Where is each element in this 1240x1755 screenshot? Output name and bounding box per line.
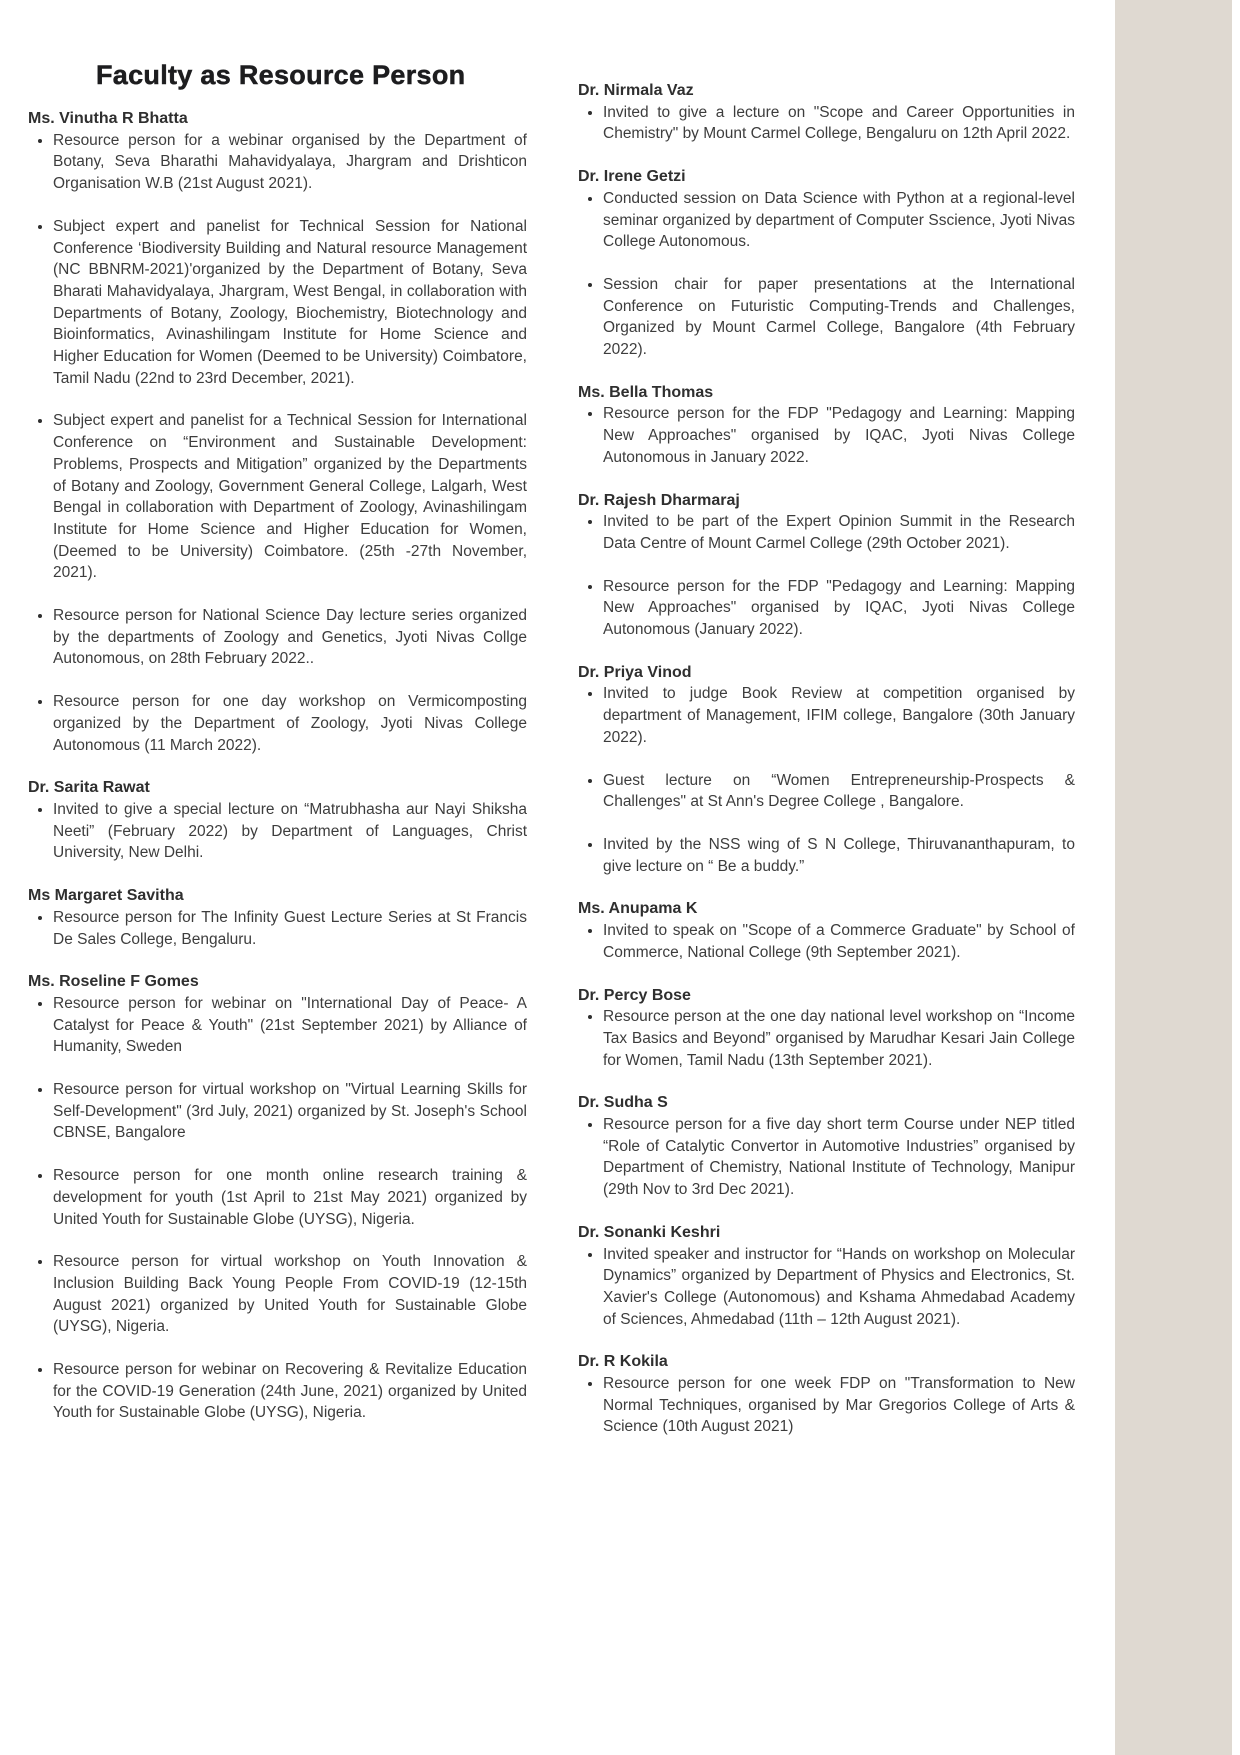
activity-item: • Resource person for The Infinity Guest Lecture Series at St Francis De Sales College, Bengaluru. — [53, 907, 527, 950]
faculty-name: Dr. Irene Getzi — [578, 168, 686, 186]
activity-item: • Resource person for a webinar organised by the Department of Botany, Seva Bharathi Mahavidyalaya, Jhargram and Drishticon Organisation W.B (21st August 2021). — [53, 130, 527, 195]
activity-list — [578, 188, 1075, 361]
activity-item: • Invited to speak on "Scope of a Commerce Graduate" by School of Commerce, National College (9th September 2021). — [603, 920, 1075, 963]
activity-item: • Resource person for webinar on Recovering & Revitalize Education for the COVID-19 Generation (24th June, 2021) organized by United Youth for Sustainable Globe (UYSG), Nigeria. — [53, 1359, 527, 1424]
page-title: Faculty as Resource Person — [96, 60, 466, 91]
faculty-name: Dr. R Kokila — [578, 1353, 668, 1371]
activity-item: • Session chair for paper presentations at the International Conference on Futuristic Computing-Trends and Challenges, Organized by Mount Carmel College, Bangalore (4th February 2022). — [603, 274, 1075, 361]
column-left — [28, 80, 527, 1459]
faculty-name: Dr. Priya Vinod — [578, 663, 692, 681]
faculty-name: Dr. Sudha S — [578, 1094, 668, 1112]
activity-item: • Conducted session on Data Science with Python at a regional-level seminar organized by department of Computer Sscience, Jyoti Nivas College Autonomous. — [603, 188, 1075, 253]
faculty-name: Ms. Anupama K — [578, 900, 698, 918]
faculty-name: Dr. Sonanki Keshri — [578, 1223, 721, 1241]
faculty-section — [578, 985, 1075, 1072]
activity-item: • Resource person for one day workshop on Vermicomposting organized by the Department of Zoology, Jyoti Nivas College Autonomous (11 March 2022). — [53, 691, 527, 756]
activity-item: • Resource person for National Science Day lecture series organized by the departments of Zoology and Genetics, Jyoti Nivas Collge Autonomous, on 28th February 2022.. — [53, 605, 527, 670]
activity-item: • Invited to give a special lecture on “Matrubhasha aur Nayi Shiksha Neeti” (February 2022) by Department of Languages, Christ University, New Delhi. — [53, 799, 527, 864]
faculty-section — [28, 971, 527, 1424]
activity-list — [28, 799, 527, 864]
activity-list — [28, 907, 527, 950]
faculty-section — [28, 108, 527, 756]
activity-item: • Resource person for virtual workshop on "Virtual Learning Skills for Self-Development" (3rd July, 2021) organized by St. Joseph's School CBNSE, Bangalore — [53, 1079, 527, 1144]
activity-item: • Subject expert and panelist for Technical Session for National Conference ‘Biodiversity Building and Natural resource Management (NC BBNRM-2021)'organized by the Department of Botany, Seva Bharati Mahavidyalaya, Jhargram, West Bengal, in collaboration with Departments of Botany, Zoology, Biochemistry, Biotechnology and Bioinformatics, Avinashilingam Institute for Home Science and Higher Education for Women (Deemed to be University) Coimbatore, Tamil Nadu (22nd to 23rd December, 2021). — [53, 216, 527, 390]
activity-item: • Invited to give a lecture on "Scope and Career Opportunities in Chemistry" by Mount Carmel College, Bengaluru on 12th April 2022. — [603, 102, 1075, 145]
activity-item: • Resource person for the FDP "Pedagogy and Learning: Mapping New Approaches" organised by IQAC, Jyoti Nivas College Autonomous (January 2022). — [603, 576, 1075, 641]
columns-container — [28, 80, 1075, 1459]
faculty-section — [578, 662, 1075, 878]
activity-item: • Resource person for the FDP "Pedagogy and Learning: Mapping New Approaches" organised by IQAC, Jyoti Nivas College Autonomous in January 2022. — [603, 403, 1075, 468]
activity-list — [578, 1244, 1075, 1331]
faculty-section — [578, 1092, 1075, 1201]
activity-item: • Invited by the NSS wing of S N College, Thiruvananthapuram, to give lecture on “ Be a buddy.” — [603, 834, 1075, 877]
activity-list — [28, 130, 527, 757]
activity-list — [28, 993, 527, 1424]
faculty-section — [578, 898, 1075, 963]
faculty-name: Ms. Roseline F Gomes — [28, 973, 199, 991]
faculty-section — [578, 382, 1075, 469]
faculty-name: Ms. Bella Thomas — [578, 383, 714, 401]
faculty-name: Dr. Percy Bose — [578, 986, 691, 1004]
faculty-section — [578, 166, 1075, 361]
activity-item: • Subject expert and panelist for a Technical Session for International Conference on “Environment and Sustainable Development: Problems, Prospects and Mitigation” organized by the Departments of Botany and Zoology, Government General College, Lalgarh, West Bengal in collaboration with Department of Zoology, Avinashilingam Institute for Home Science and Higher Education for Women, (Deemed to be University) Coimbatore. (25th -27th November, 2021). — [53, 410, 527, 584]
activity-item: • Guest lecture on “Women Entrepreneurship-Prospects & Challenges" at St Ann's Degree College , Bangalore. — [603, 770, 1075, 813]
activity-item: • Invited to judge Book Review at competition organised by department of Management, IFIM college, Bangalore (30th January 2022). — [603, 683, 1075, 748]
activity-list — [578, 1373, 1075, 1438]
activity-list — [578, 511, 1075, 641]
activity-item: • Resource person at the one day national level workshop on “Income Tax Basics and Beyond” organised by Marudhar Kesari Jain College for Women, Tamil Nadu (13th September 2021). — [603, 1006, 1075, 1071]
faculty-section — [578, 490, 1075, 641]
faculty-section — [578, 1222, 1075, 1331]
faculty-section — [28, 777, 527, 864]
column-right — [578, 80, 1075, 1459]
faculty-section — [28, 885, 527, 950]
activity-list — [578, 1006, 1075, 1071]
activity-list — [578, 683, 1075, 877]
activity-list — [578, 403, 1075, 468]
faculty-name: Ms Margaret Savitha — [28, 887, 184, 905]
faculty-name: Dr. Nirmala Vaz — [578, 82, 694, 99]
activity-item: • Resource person for virtual workshop on Youth Innovation & Inclusion Building Back Young People From COVID-19 (12-15th August 2021) organized by United Youth for Sustainable Globe (UYSG), Nigeria. — [53, 1251, 527, 1338]
activity-list — [578, 102, 1075, 145]
activity-list — [578, 920, 1075, 963]
activity-item: • Invited speaker and instructor for “Hands on workshop on Molecular Dynamics” organized by Department of Physics and Electronics, St. Xavier's College (Autonomous) and Kshama Ahmedabad Academy of Sciences, Ahmedabad (11th – 12th August 2021). — [603, 1244, 1075, 1331]
faculty-section — [578, 1351, 1075, 1438]
faculty-name: Dr. Sarita Rawat — [28, 779, 150, 797]
activity-item: • Resource person for a five day short term Course under NEP titled “Role of Catalytic Convertor in Automotive Industries” organised by Department of Chemistry, National Institute of Technology, Manipur (29th Nov to 3rd Dec 2021). — [603, 1114, 1075, 1201]
faculty-name: Ms. Vinutha R Bhatta — [28, 110, 188, 127]
faculty-name: Dr. Rajesh Dharmaraj — [578, 491, 740, 509]
accent-stripe — [1115, 0, 1232, 1755]
activity-item: • Resource person for webinar on "International Day of Peace- A Catalyst for Peace & Youth" (21st September 2021) by Alliance of Humanity, Sweden — [53, 993, 527, 1058]
activity-item: • Resource person for one week FDP on "Transformation to New Normal Techniques, organised by Mar Gregorios College of Arts & Science (10th August 2021) — [603, 1373, 1075, 1438]
activity-item: • Resource person for one month online research training & development for youth (1st April to 21st May 2021) organized by United Youth for Sustainable Globe (UYSG), Nigeria. — [53, 1165, 527, 1230]
activity-list — [578, 1114, 1075, 1201]
activity-item: • Invited to be part of the Expert Opinion Summit in the Research Data Centre of Mount Carmel College (29th October 2021). — [603, 511, 1075, 554]
faculty-section — [578, 80, 1075, 145]
